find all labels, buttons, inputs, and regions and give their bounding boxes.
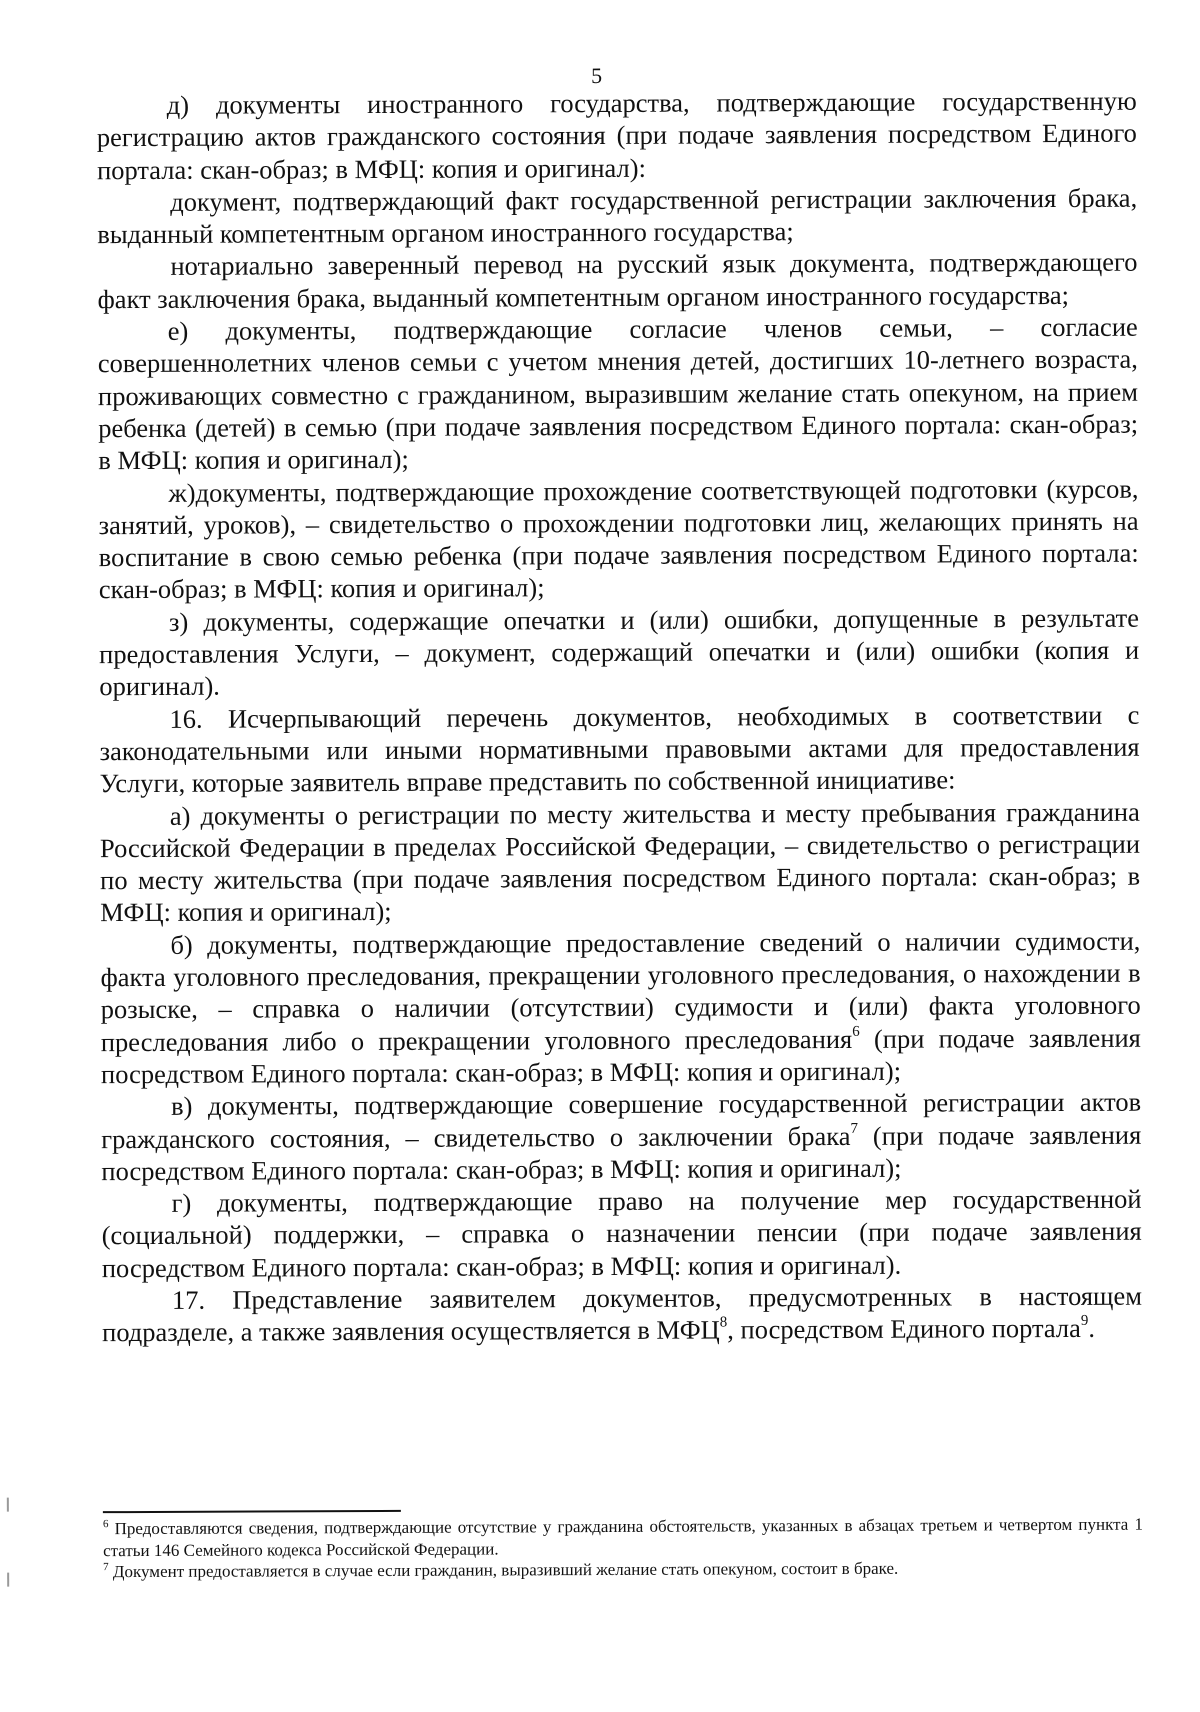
paragraph-marriage-registration-document: документ, подтверждающий факт государственной регистрации заключения брака, выданный компетентным органом иностранного государства;: [97, 182, 1138, 250]
footnote-mark-6: 6: [102, 1518, 109, 1531]
scan-edge-mark: [7, 1498, 9, 1512]
paragraph-16-document-list: 16. Исчерпывающий перечень документов, необходимых в соответствии с законодательными или иными нормативными правовыми актами для предоставления Услуги, которые заявитель вправе представить по собственной инициативе:: [99, 699, 1140, 799]
scan-edge-mark: [7, 1573, 9, 1587]
paragraph-e-family-consent: е) документы, подтверждающие согласие членов семьи, – согласие совершеннолетних членов семьи с учетом мнения детей, достигших 10-летнего возраста, проживающих совместно с гражданином, выразившим желание стать опекуном, на прием ребенка (детей) в семью (при подаче заявления посредством Единого портала: скан-образ; в МФЦ: копия и оригинал);: [97, 311, 1139, 476]
footnote-ref-6: 6: [852, 1023, 860, 1040]
footnote-ref-8: 8: [719, 1314, 728, 1331]
footnotes: [103, 1514, 1143, 1583]
paragraph-g-social-support: г) документы, подтверждающие право на получение мер государственной (социальной) поддержки, – справка о назначении пенсии (при подаче заявления посредством Единого портала: скан-образ; в МФЦ: копия и оригинал).: [101, 1183, 1142, 1283]
paragraph-b-text: б) документы, подтверждающие предоставление сведений о наличии судимости, факта уголовного преследования, прекращении уголовного преследования, о нахождении в розыске, – справка о наличии (отсутствии) судимости и (или) факта уголовного преследования либо о прекращении уголовного преследования: [100, 925, 1141, 1057]
page-number: 5: [591, 62, 603, 89]
footnote-7: [103, 1557, 1143, 1583]
paragraph-b-criminal-record: [100, 924, 1141, 1090]
paragraph-v-civil-status: [101, 1086, 1141, 1187]
paragraph-v-text: в) документы, подтверждающие совершение государственной регистрации актов гражданского состояния, – свидетельство о заключении брака: [101, 1086, 1142, 1154]
paragraph-z-typo-documents: з) документы, содержащие опечатки и (или) ошибки, допущенные в результате предоставления Услуги, – документ, содержащий опечатки и (или) ошибки (копия и оригинал).: [99, 602, 1140, 702]
footnote-ref-7: 7: [850, 1120, 858, 1137]
paragraph-b-text-continued: (при подаче заявления посредством Единого портала: скан-образ; в МФЦ: копия и оригинал);: [100, 1022, 1141, 1090]
paragraph-zh-training-documents: ж)документы, подтверждающие прохождение соответствующей подготовки (курсов, занятий, уроков), – свидетельство о прохождении подготовки лиц, желающих принять на воспитание в свою семью ребенка (при подаче заявления посредством Единого портала: скан-образ; в МФЦ: копия и оригинал);: [98, 473, 1139, 605]
body-text: [97, 85, 1142, 1349]
paragraph-a-residence-registration: а) документы о регистрации по месту жительства и месту пребывания гражданина Российской Федерации в пределах Российской Федерации, – свидетельство о регистрации по месту жительства (при подаче заявления посредством Единого портала: скан-образ; в МФЦ: копия и оригинал);: [99, 796, 1141, 928]
paragraph-17-text-middle: , посредством Единого портала: [727, 1313, 1081, 1345]
paragraph-17-text: 17. Представление заявителем документов, предусмотренных в настоящем подразделе, а также заявления осуществляется в МФЦ: [102, 1280, 1143, 1348]
paragraph-17-submission: [102, 1280, 1142, 1349]
footnote-7-text: Документ предоставляется в случае если гражданин, выразивший желание стать опекуном, состоит в браке.: [108, 1558, 899, 1582]
footnote-separator: [103, 1510, 401, 1513]
footnote-6: [103, 1514, 1143, 1562]
paragraph-v-text-continued: (при подаче заявления посредством Единого портала: скан-образ; в МФЦ: копия и оригинал);: [101, 1119, 1142, 1186]
paragraph-notarized-translation: нотариально заверенный перевод на русский язык документа, подтверждающего факт заключения брака, выданный компетентным органом иностранного государства;: [97, 247, 1138, 314]
paragraph-d-foreign-documents: д) документы иностранного государства, подтверждающие государственную регистрацию актов гражданского состояния (при подаче заявления посредством Единого портала: скан-образ; в МФЦ: копия и оригинал):: [96, 85, 1137, 185]
paragraph-17-text-end: .: [1088, 1313, 1096, 1344]
footnote-mark-7: 7: [103, 1561, 109, 1574]
footnote-ref-9: 9: [1080, 1313, 1089, 1330]
footnote-6-text: Предоставляются сведения, подтверждающие отсутствие у гражданина обстоятельств, указанных в абзацах третьем и четвертом пункта 1 статьи 146 Семейного кодекса Российской Федерации.: [103, 1514, 1143, 1560]
